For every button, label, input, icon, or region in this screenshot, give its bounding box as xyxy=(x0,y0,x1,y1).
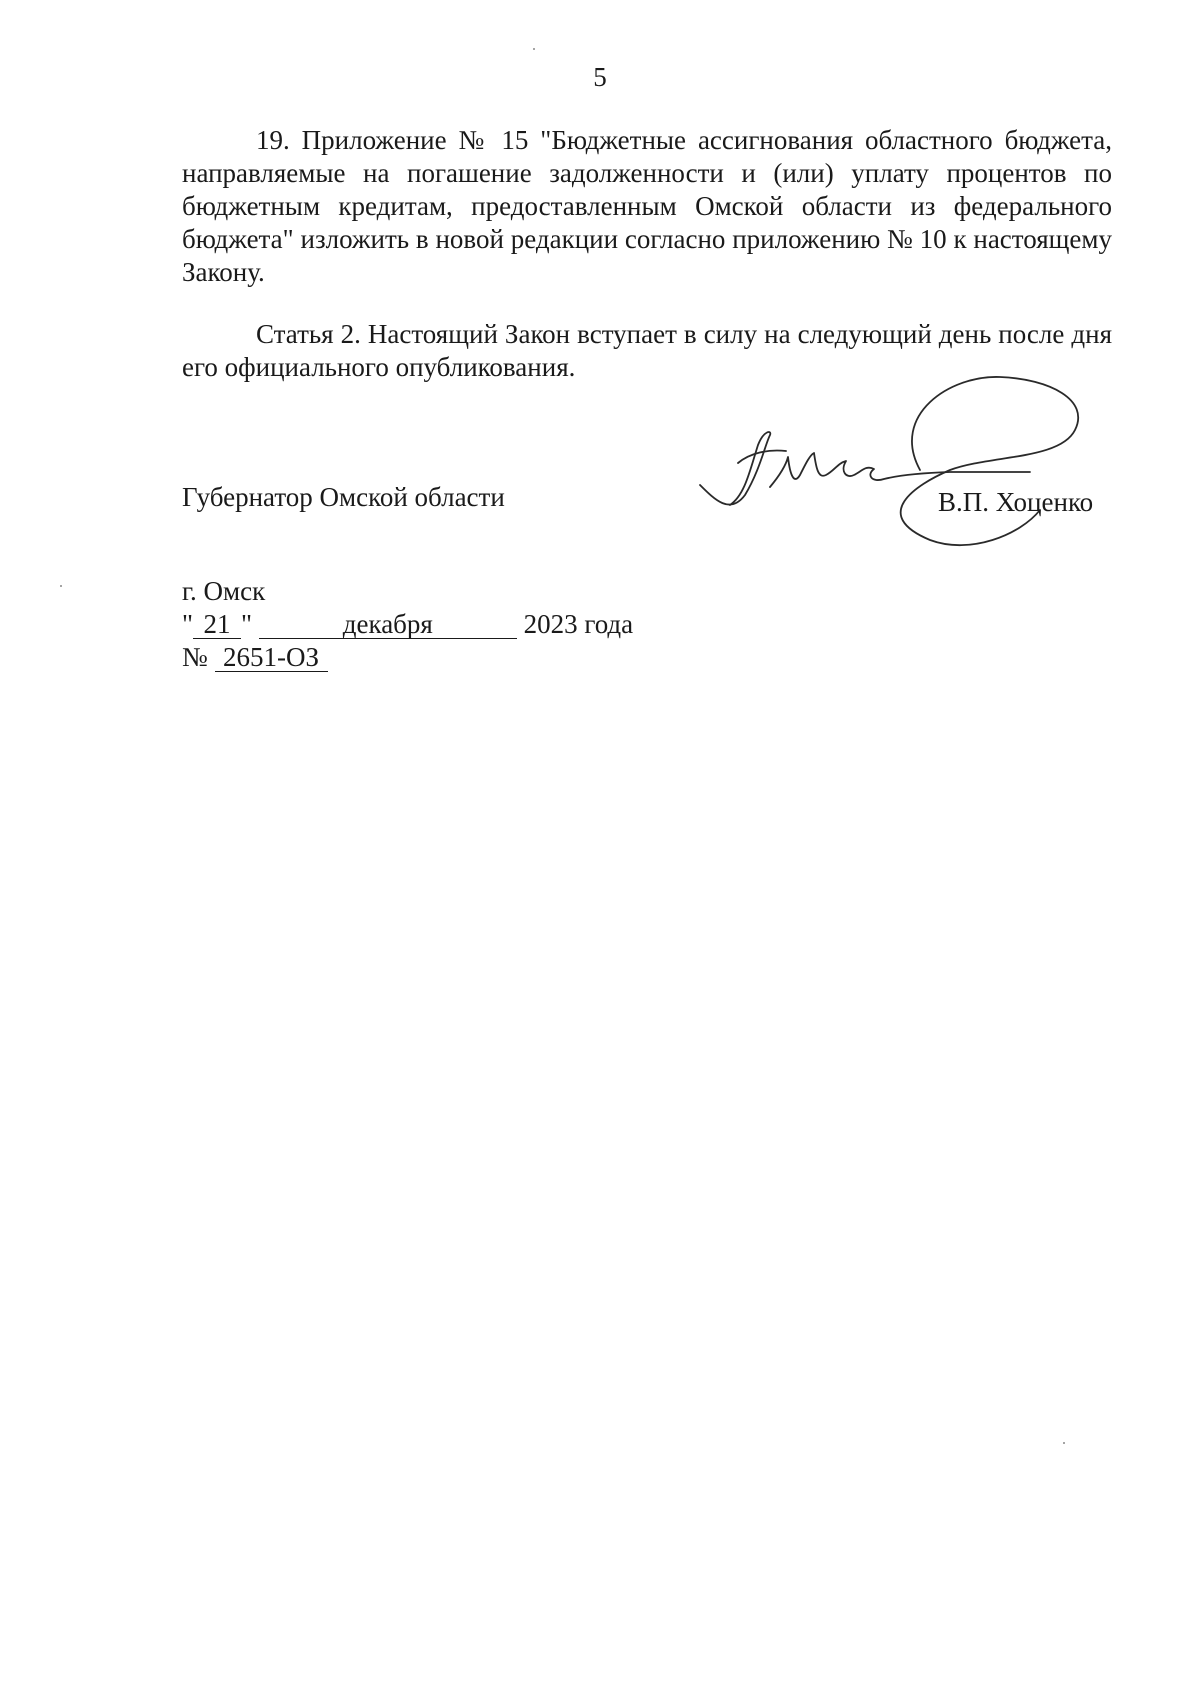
law-number-prefix: № xyxy=(182,642,208,672)
date-day: 21 xyxy=(193,611,241,639)
signatory-name: В.П. Хоценко xyxy=(938,487,1094,517)
scan-speck xyxy=(533,48,535,50)
place-of-signing: г. Омск xyxy=(182,576,266,606)
handwritten-signature xyxy=(690,375,1100,555)
paragraph-19: 19. Приложение № 15 "Бюджетные ассигнования областного бюджета, направляемые на погашение задолженности и (или) уплату процентов по бюджетным кредитам, предоставленным Омской области из федерального бюджета" изложить в новой редакции согласно приложению № 10 к настоящему Закону. xyxy=(182,125,1112,287)
date-open-quote: " xyxy=(182,609,194,639)
date-year: 2023 года xyxy=(523,609,634,639)
scan-speck xyxy=(60,585,62,587)
date-month: декабря xyxy=(259,611,517,639)
date-line xyxy=(182,609,633,640)
scan-speck xyxy=(1063,1442,1065,1444)
article-2: Статья 2. Настоящий Закон вступает в силу на следующий день после дня его официального опубликования. xyxy=(182,319,1112,382)
law-number-line xyxy=(182,642,328,673)
date-close-quote: " xyxy=(241,609,253,639)
law-number-value: 2651-ОЗ xyxy=(215,644,328,672)
signatory-title: Губернатор Омской области xyxy=(182,482,505,512)
page-number: 5 xyxy=(593,62,607,92)
